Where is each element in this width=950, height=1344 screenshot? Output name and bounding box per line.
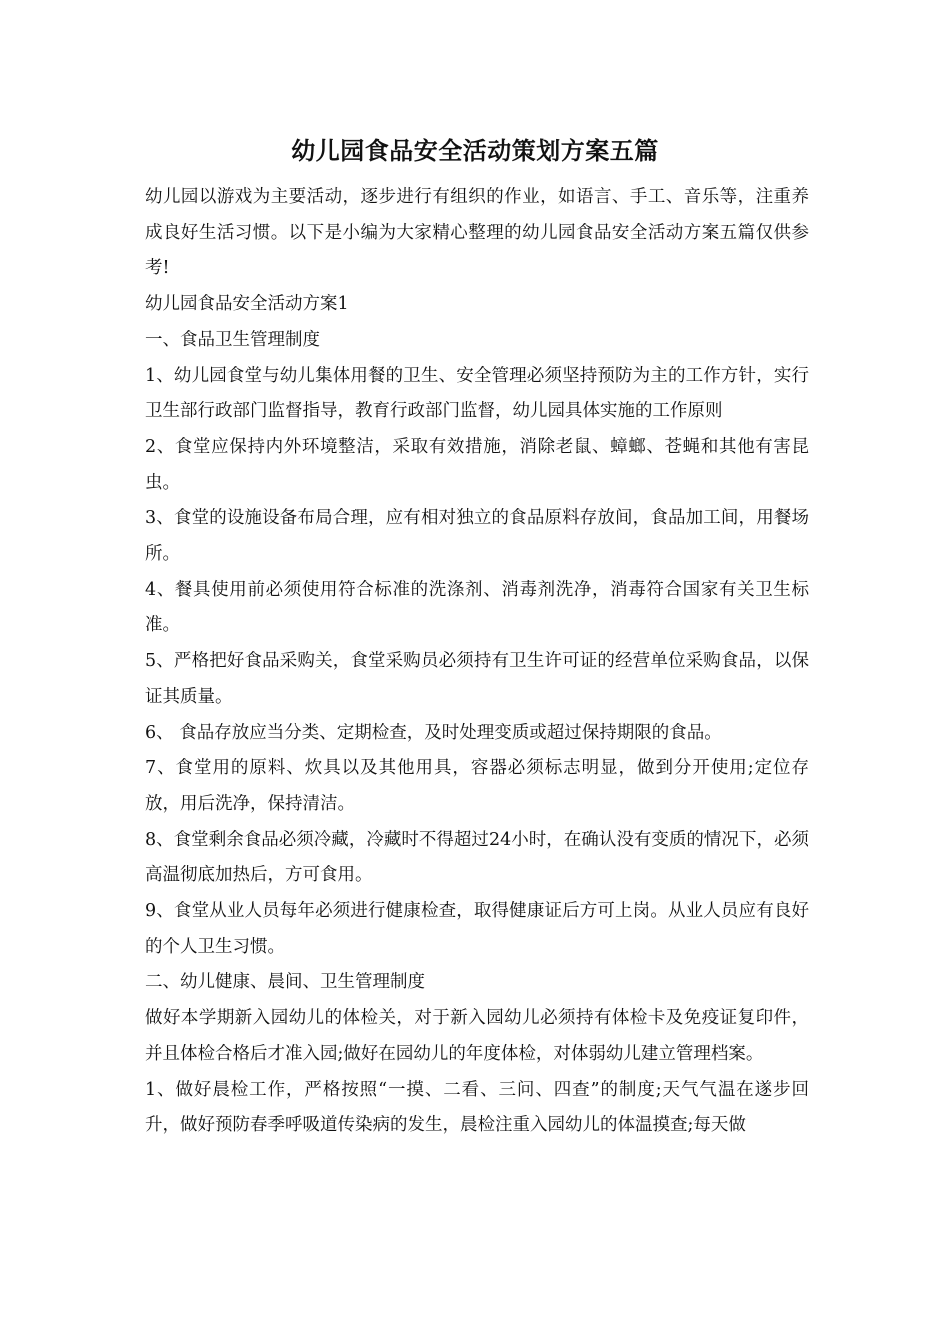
list-item: 6、 食品存放应当分类、定期检查，及时处理变质或超过保持期限的食品。 [145, 722, 722, 743]
document-title: 幼儿园食品安全活动策划方案五篇 [291, 136, 659, 165]
list-item: 1、幼儿园食堂与幼儿集体用餐的卫生、安全管理必须坚持预防为主的工作方针，实行卫生部行政部门监督指导，教育行政部门监督，幼儿园具体实施的工作原则 [145, 365, 809, 422]
list-item: 9、食堂从业人员每年必须进行健康检查，取得健康证后方可上岗。从业人员应有良好的个人卫生习惯。 [145, 901, 809, 957]
document-body [145, 180, 809, 1144]
list-item: 7、食堂用的原料、炊具以及其他用具，容器必须标志明显，做到分开使用;定位存放，用后洗净，保持清洁。 [145, 758, 809, 814]
intro-paragraph: 幼儿园以游戏为主要活动，逐步进行有组织的作业，如语言、手工、音乐等，注重养成良好生活习惯。以下是小编为大家精心整理的幼儿园食品安全活动方案五篇仅供参考! [145, 187, 809, 279]
section-heading: 二、幼儿健康、晨间、卫生管理制度 [145, 972, 425, 993]
list-item: 3、食堂的设施设备布局合理，应有相对独立的食品原料存放间，食品加工间，用餐场所。 [145, 508, 809, 565]
plan-heading: 幼儿园食品安全活动方案1 [145, 294, 349, 315]
list-item: 5、严格把好食品采购关，食堂采购员必须持有卫生许可证的经营单位采购食品，以保证其质量。 [145, 651, 809, 707]
list-item: 2、食堂应保持内外环境整洁，采取有效措施，消除老鼠、蟑螂、苍蝇和其他有害昆虫。 [145, 436, 809, 493]
list-item: 8、食堂剩余食品必须冷藏，冷藏时不得超过24小时，在确认没有变质的情况下，必须高温彻底加热后，方可食用。 [145, 829, 809, 886]
section-heading: 一、食品卫生管理制度 [145, 329, 320, 350]
list-item: 1、做好晨检工作，严格按照“一摸、二看、三问、四查”的制度;天气气温在遂步回升，做好预防春季呼吸道传染病的发生，晨检注重入园幼儿的体温摸查;每天做 [145, 1079, 809, 1136]
body-paragraph: 做好本学期新入园幼儿的体检关，对于新入园幼儿必须持有体检卡及免疫证复印件，并且体检合格后才准入园;做好在园幼儿的年度体检，对体弱幼儿建立管理档案。 [145, 1008, 809, 1064]
list-item: 4、餐具使用前必须使用符合标准的洗涤剂、消毒剂洗净，消毒符合国家有关卫生标准。 [145, 579, 809, 636]
